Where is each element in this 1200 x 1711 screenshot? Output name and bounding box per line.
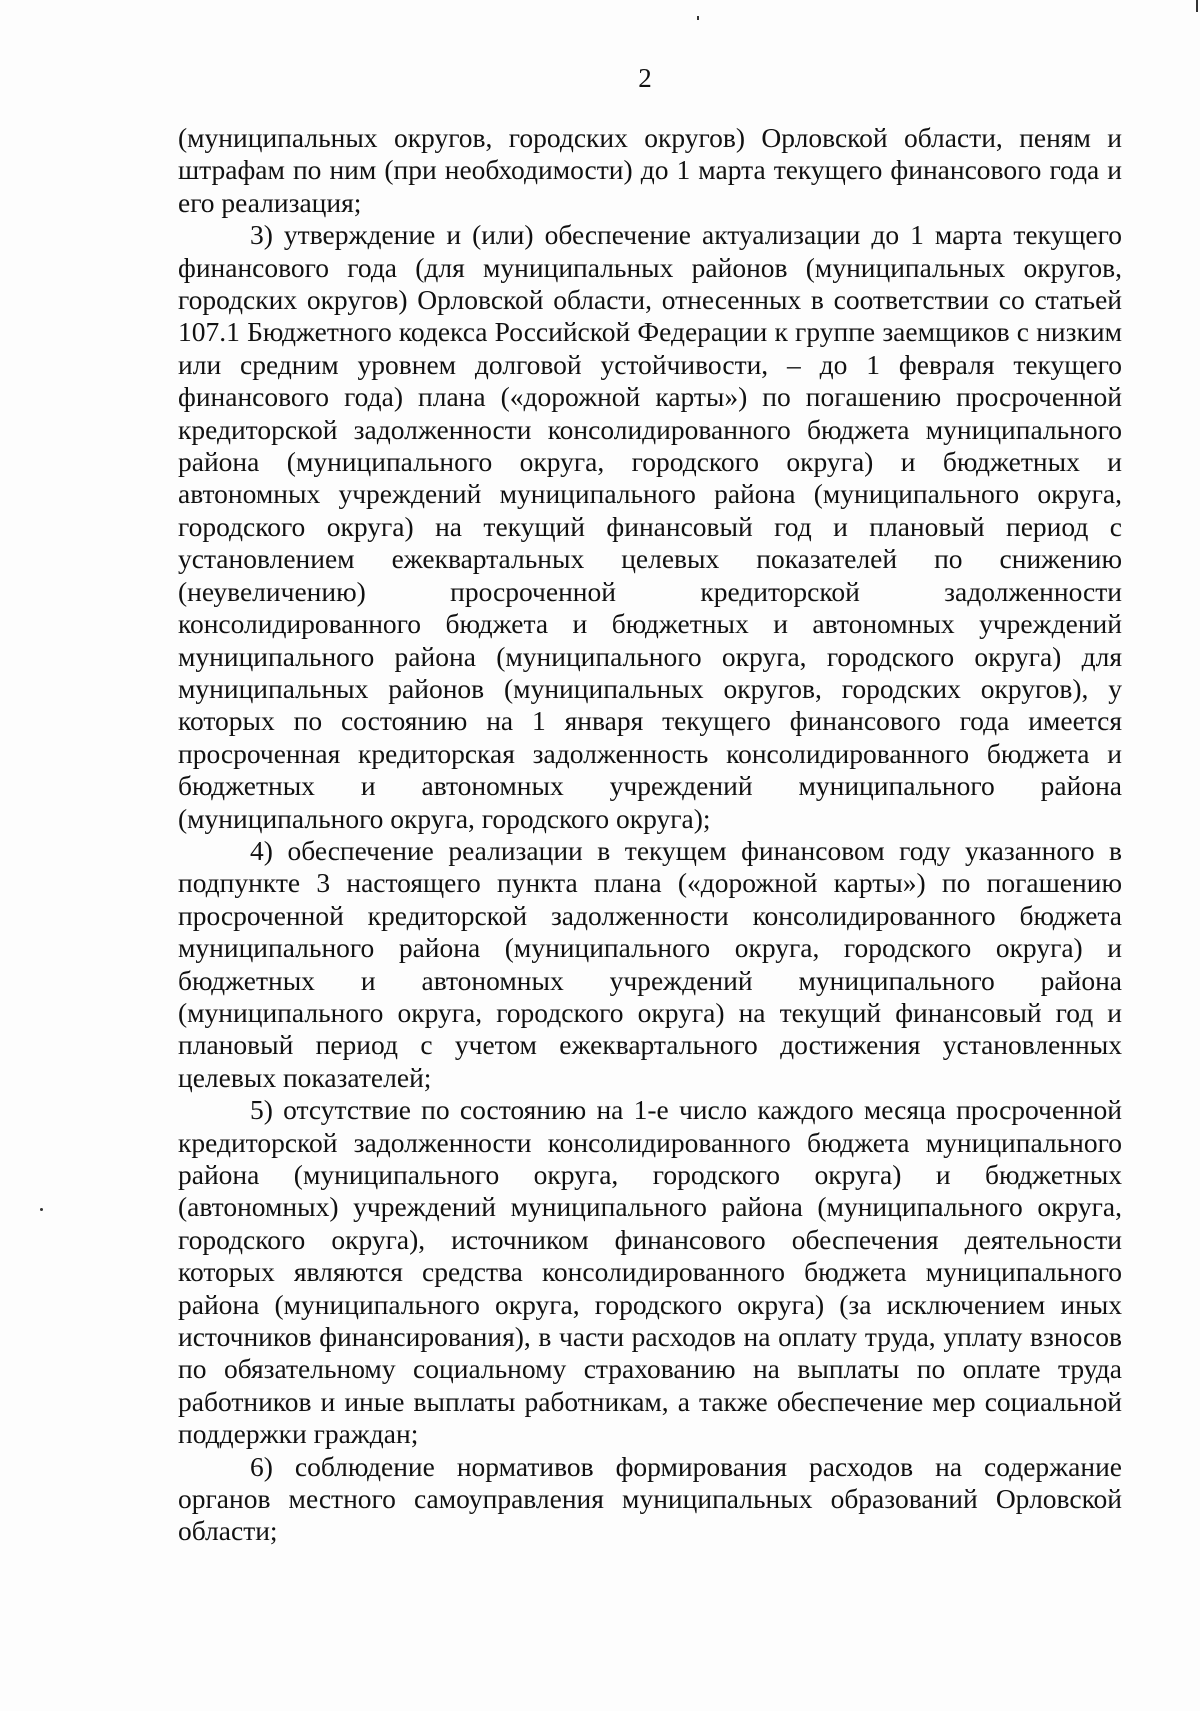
paragraph-continuation: (муниципальных округов, городских округов) Орловской области, пеням и штрафам по ним (при необходимости) до 1 марта текущего финансового года и его реализация; <box>178 122 1122 218</box>
paragraph-item-5: 5) отсутствие по состоянию на 1-е число каждого месяца просроченной кредиторской задолженности консолидированного бюджета муниципального района (муниципального округа, городского округа) и бюджетных (автономных) учреждений муниципального района (муниципального округа, городского округа), источником финансового обеспечения деятельности которых являются средства консолидированного бюджета муниципального района (муниципального округа, городского округа) (за исключением иных источников финансирования), в части расходов на оплату труда, уплату взносов по обязательному социальному страхованию на выплаты по оплате труда работников и иные выплаты работникам, а также обеспечение мер социальной поддержки граждан; <box>178 1094 1122 1450</box>
document-body <box>178 122 1122 1548</box>
page-number: 2 <box>638 63 652 93</box>
paragraph-item-6: 6) соблюдение нормативов формирования расходов на содержание органов местного самоуправления муниципальных образований Орловской области; <box>178 1450 1122 1547</box>
scan-artifact-dot <box>697 16 699 20</box>
paragraph-item-4: 4) обеспечение реализации в текущем финансовом году указанного в подпункте 3 настоящего пункта плана («дорожной карты») по погашению просроченной кредиторской задолженности консолидированного бюджета муниципального района (муниципального округа, городского округа) и бюджетных и автономных учреждений муниципального района (муниципального округа, городского округа) на текущий финансовый год и плановый период с учетом ежеквартального достижения установленных целевых показателей; <box>178 834 1122 1093</box>
scan-artifact-edge <box>1196 0 1198 12</box>
scan-artifact-dot <box>40 1208 43 1211</box>
paragraph-item-3: 3) утверждение и (или) обеспечение актуализации до 1 марта текущего финансового года (для муниципальных районов (муниципальных округов, городских округов) Орловской области, отнесенных в соответствии со статьей 107.1 Бюджетного кодекса Российской Федерации к группе заемщиков с низким или средним уровнем долговой устойчивости, – до 1 февраля текущего финансового года) плана («дорожной карты») по погашению просроченной кредиторской задолженности консолидированного бюджета муниципального района (муниципального округа, городского округа) и бюджетных и автономных учреждений муниципального района (муниципального округа, городского округа) на текущий финансовый год и плановый период с установлением ежеквартальных целевых показателей по снижению (неувеличению) просроченной кредиторской задолженности консолидированного бюджета и бюджетных и автономных учреждений муниципального района (муниципального округа, городского округа) для муниципальных районов (муниципальных округов, городских округов), у которых по состоянию на 1 января текущего финансового года имеется просроченная кредиторская задолженность консолидированного бюджета и бюджетных и автономных учреждений муниципального района (муниципального округа, городского округа); <box>178 219 1122 834</box>
